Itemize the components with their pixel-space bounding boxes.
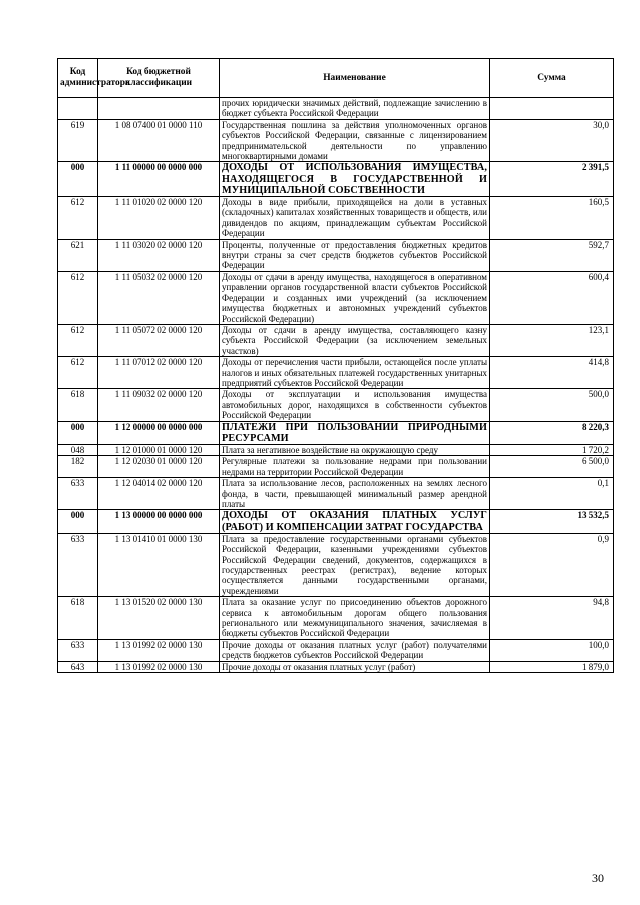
sum-cell: 2 391,5 xyxy=(490,162,614,197)
sum-cell: 8 220,3 xyxy=(490,421,614,444)
name-cell: Доходы от эксплуатации и использования имущества автомобильных дорог, находящихся в собственности субъектов Российской Федерации xyxy=(220,389,490,421)
name-cell: Плата за негативное воздействие на окружающую среду xyxy=(220,444,490,455)
table-row xyxy=(58,271,614,324)
sum-cell: 414,8 xyxy=(490,357,614,389)
name-cell: Регулярные платежи за пользование недрами при пользовании недрами на территории Российской Федерации xyxy=(220,456,490,478)
header-budget-code: Код бюджетной классификации xyxy=(98,59,220,98)
name-cell: Доходы от сдачи в аренду имущества, находящегося в оперативном управлении органов государственной власти субъектов Российской Федерации и созданных ими учреждений (за исключением имущества бюджетных и автономных учреждений субъектов Российской Федерации) xyxy=(220,271,490,324)
admin-code-cell: 621 xyxy=(58,239,98,271)
table-row xyxy=(58,389,614,421)
admin-code-cell: 619 xyxy=(58,119,98,162)
name-cell: ДОХОДЫ ОТ ИСПОЛЬЗОВАНИЯ ИМУЩЕСТВА, НАХОДЯЩЕГОСЯ В ГОСУДАРСТВЕННОЙ И МУНИЦИПАЛЬНОЙ СОБСТВЕННОСТИ xyxy=(220,162,490,197)
name-cell: Доходы от сдачи в аренду имущества, составляющего казну субъекта Российской Федерации (за исключением земельных участков) xyxy=(220,324,490,356)
name-cell: Плата за предоставление государственными органами субъектов Российской Федерации, казенными учреждениями субъектов Российской Федерации сведений, документов, содержащихся в государственных реестрах (регистрах), ведение которых осуществляется данными государственными органами, учреждениями xyxy=(220,533,490,596)
budget-code-cell: 1 11 05072 02 0000 120 xyxy=(98,324,220,356)
sum-cell xyxy=(490,98,614,120)
admin-code-cell: 643 xyxy=(58,661,98,672)
sum-cell: 0,1 xyxy=(490,478,614,510)
table-row xyxy=(58,421,614,444)
budget-code-cell: 1 13 01992 02 0000 130 xyxy=(98,639,220,661)
table-row xyxy=(58,639,614,661)
table-row xyxy=(58,357,614,389)
name-cell: ДОХОДЫ ОТ ОКАЗАНИЯ ПЛАТНЫХ УСЛУГ (РАБОТ) И КОМПЕНСАЦИИ ЗАТРАТ ГОСУДАРСТВА xyxy=(220,510,490,533)
header-sum: Сумма xyxy=(490,59,614,98)
admin-code-cell: 618 xyxy=(58,389,98,421)
sum-cell: 94,8 xyxy=(490,597,614,640)
admin-code-cell: 633 xyxy=(58,478,98,510)
admin-code-cell: 182 xyxy=(58,456,98,478)
admin-code-cell: 000 xyxy=(58,162,98,197)
admin-code-cell: 612 xyxy=(58,357,98,389)
table-row xyxy=(58,197,614,240)
page-number: 30 xyxy=(592,871,604,885)
admin-code-cell xyxy=(58,98,98,120)
budget-code-cell: 1 11 00000 00 0000 000 xyxy=(98,162,220,197)
table-row xyxy=(58,162,614,197)
name-cell: ПЛАТЕЖИ ПРИ ПОЛЬЗОВАНИИ ПРИРОДНЫМИ РЕСУРСАМИ xyxy=(220,421,490,444)
budget-code-cell: 1 08 07400 01 0000 110 xyxy=(98,119,220,162)
table-row xyxy=(58,119,614,162)
name-cell: Доходы от перечисления части прибыли, остающейся после уплаты налогов и иных обязательных платежей государственных унитарных предприятий субъектов Российской Федерации xyxy=(220,357,490,389)
admin-code-cell: 612 xyxy=(58,324,98,356)
sum-cell: 1 720,2 xyxy=(490,444,614,455)
budget-code-cell: 1 11 05032 02 0000 120 xyxy=(98,271,220,324)
name-cell: Доходы в виде прибыли, приходящейся на доли в уставных (складочных) капиталах хозяйственных товариществ и обществ, или дивидендов по акциям, принадлежащим субъектам Российской Федерации xyxy=(220,197,490,240)
budget-code-cell xyxy=(98,98,220,120)
revenue-table xyxy=(57,58,614,673)
budget-code-cell: 1 11 09032 02 0000 120 xyxy=(98,389,220,421)
budget-code-cell: 1 11 01020 02 0000 120 xyxy=(98,197,220,240)
name-cell: Прочие доходы от оказания платных услуг (работ) xyxy=(220,661,490,672)
sum-cell: 123,1 xyxy=(490,324,614,356)
admin-code-cell: 633 xyxy=(58,533,98,596)
admin-code-cell: 633 xyxy=(58,639,98,661)
table-row xyxy=(58,661,614,672)
table-row xyxy=(58,98,614,120)
admin-code-cell: 612 xyxy=(58,197,98,240)
name-cell: Прочие доходы от оказания платных услуг (работ) получателями средств бюджетов субъектов Российской Федерации xyxy=(220,639,490,661)
admin-code-cell: 618 xyxy=(58,597,98,640)
sum-cell: 500,0 xyxy=(490,389,614,421)
budget-code-cell: 1 13 01992 02 0000 130 xyxy=(98,661,220,672)
table-row xyxy=(58,444,614,455)
table-body xyxy=(58,98,614,673)
budget-code-cell: 1 13 01410 01 0000 130 xyxy=(98,533,220,596)
sum-cell: 160,5 xyxy=(490,197,614,240)
table-row xyxy=(58,239,614,271)
sum-cell: 30,0 xyxy=(490,119,614,162)
budget-code-cell: 1 12 01000 01 0000 120 xyxy=(98,444,220,455)
header-admin-code: Код администратора xyxy=(58,59,98,98)
name-cell: Проценты, полученные от предоставления бюджетных кредитов внутри страны за счет средств бюджетов субъектов Российской Федерации xyxy=(220,239,490,271)
name-cell: Плата за использование лесов, расположенных на землях лесного фонда, в части, превышающей минимальный размер арендной платы xyxy=(220,478,490,510)
table-row xyxy=(58,324,614,356)
name-cell: прочих юридически значимых действий, подлежащие зачислению в бюджет субъекта Российской Федерации xyxy=(220,98,490,120)
admin-code-cell: 612 xyxy=(58,271,98,324)
sum-cell: 13 532,5 xyxy=(490,510,614,533)
table-row xyxy=(58,533,614,596)
table-row xyxy=(58,510,614,533)
sum-cell: 0,9 xyxy=(490,533,614,596)
budget-code-cell: 1 12 02030 01 0000 120 xyxy=(98,456,220,478)
table-row xyxy=(58,597,614,640)
budget-code-cell: 1 13 00000 00 0000 000 xyxy=(98,510,220,533)
table-row xyxy=(58,456,614,478)
admin-code-cell: 000 xyxy=(58,510,98,533)
sum-cell: 100,0 xyxy=(490,639,614,661)
budget-code-cell: 1 12 04014 02 0000 120 xyxy=(98,478,220,510)
budget-code-cell: 1 11 03020 02 0000 120 xyxy=(98,239,220,271)
table-row xyxy=(58,478,614,510)
header-name: Наименование xyxy=(220,59,490,98)
budget-code-cell: 1 12 00000 00 0000 000 xyxy=(98,421,220,444)
sum-cell: 592,7 xyxy=(490,239,614,271)
budget-code-cell: 1 13 01520 02 0000 130 xyxy=(98,597,220,640)
sum-cell: 600,4 xyxy=(490,271,614,324)
admin-code-cell: 048 xyxy=(58,444,98,455)
table-header xyxy=(58,59,614,98)
name-cell: Государственная пошлина за действия уполномоченных органов субъектов Российской Федерации, связанные с лицензированием предпринимательской деятельности по управлению многоквартирными домами xyxy=(220,119,490,162)
budget-code-cell: 1 11 07012 02 0000 120 xyxy=(98,357,220,389)
sum-cell: 6 500,0 xyxy=(490,456,614,478)
name-cell: Плата за оказание услуг по присоединению объектов дорожного сервиса к автомобильным дорогам общего пользования регионального или межмуниципального значения, зачисляемая в бюджеты субъектов Российской Федерации xyxy=(220,597,490,640)
sum-cell: 1 879,0 xyxy=(490,661,614,672)
admin-code-cell: 000 xyxy=(58,421,98,444)
